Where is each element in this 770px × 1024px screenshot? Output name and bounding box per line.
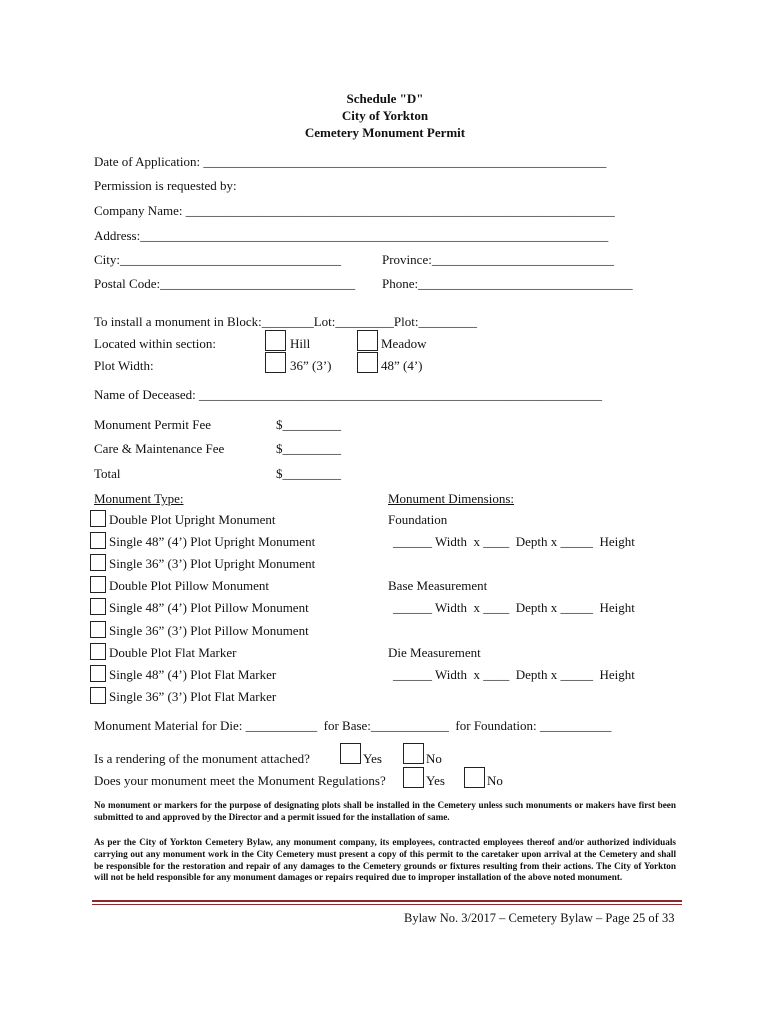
- maintenance-fee-label: Care & Maintenance Fee: [94, 441, 225, 456]
- city-field[interactable]: City:__________________________________: [94, 252, 342, 267]
- rendering-yes-checkbox[interactable]: [340, 743, 361, 764]
- type-checkbox[interactable]: [90, 510, 106, 527]
- type-checkbox[interactable]: [90, 554, 106, 571]
- permit-fee-label: Monument Permit Fee: [94, 417, 211, 432]
- base-label: Base Measurement: [388, 578, 488, 593]
- address-field[interactable]: Address:________________________________________________________________________: [94, 228, 609, 243]
- total-label: Total: [94, 466, 121, 481]
- foundation-label: Foundation: [388, 512, 448, 527]
- permission-label: Permission is requested by:: [94, 178, 237, 193]
- date-of-application-field[interactable]: Date of Application: ______________________________________________________________: [94, 154, 607, 169]
- phone-field[interactable]: Phone:_________________________________: [382, 276, 633, 291]
- die-dimensions-field[interactable]: ______ Width x ____ Depth x _____ Height: [393, 667, 635, 682]
- city-heading: City of Yorkton: [341, 108, 429, 123]
- regulations-no-checkbox[interactable]: [464, 767, 485, 788]
- dimensions-heading: Monument Dimensions:: [388, 491, 515, 506]
- type-checkbox[interactable]: [90, 532, 106, 549]
- foundation-dimensions-field[interactable]: ______ Width x ____ Depth x _____ Height: [393, 534, 635, 549]
- type-label: Single 48” (4’) Plot Pillow Monument: [109, 600, 309, 615]
- bylaw-notice: As per the City of Yorkton Cemetery Bylaw, any monument company, its employees, contracted employees thereof and/or authorized individuals carrying out any monument work in the City Cemetery must present a copy of this permit to the caretaker upon arrival at the Cemetery and shall be responsible for the restoration and repair of any damages to the Cemetery grounds or fixtures resulting from their actions. The City of Yorkton will not be held responsible for any monument damages or repairs required due to improper installation of the above noted monument.: [94, 837, 676, 883]
- install-location-line[interactable]: To install a monument in Block:________Lot:_________Plot:_________: [94, 314, 477, 329]
- rendering-no-checkbox[interactable]: [403, 743, 424, 764]
- company-name-field[interactable]: Company Name: __________________________________________________________________: [94, 203, 615, 218]
- hill-label: Hill: [290, 336, 311, 351]
- footer-rule: [92, 904, 682, 905]
- type-label: Double Plot Pillow Monument: [109, 578, 269, 593]
- rendering-yes-label: Yes: [363, 751, 382, 766]
- total-field[interactable]: $_________: [276, 466, 341, 481]
- type-checkbox[interactable]: [90, 665, 106, 682]
- schedule-heading: Schedule "D": [346, 91, 424, 106]
- permit-fee-field[interactable]: $_________: [276, 417, 341, 432]
- footer-rule: [92, 900, 682, 902]
- regulations-no-label: No: [487, 773, 503, 788]
- regulations-question: Does your monument meet the Monument Regulations?: [94, 773, 386, 788]
- type-label: Single 48” (4’) Plot Upright Monument: [109, 534, 316, 549]
- type-label: Single 48” (4’) Plot Flat Marker: [109, 667, 277, 682]
- meadow-checkbox[interactable]: [357, 330, 378, 351]
- postal-code-field[interactable]: Postal Code:______________________________: [94, 276, 356, 291]
- regulations-yes-checkbox[interactable]: [403, 767, 424, 788]
- section-label: Located within section:: [94, 336, 217, 351]
- die-label: Die Measurement: [388, 645, 481, 660]
- width-48-checkbox[interactable]: [357, 352, 378, 373]
- type-label: Double Plot Upright Monument: [109, 512, 276, 527]
- type-label: Single 36” (3’) Plot Pillow Monument: [109, 623, 309, 638]
- width-36-checkbox[interactable]: [265, 352, 286, 373]
- type-label: Single 36” (3’) Plot Upright Monument: [109, 556, 316, 571]
- material-field[interactable]: Monument Material for Die: ___________ for Base:____________ for Foundation: ___________: [94, 718, 612, 733]
- width-36-label: 36” (3’): [290, 358, 332, 373]
- type-label: Single 36” (3’) Plot Flat Marker: [109, 689, 277, 704]
- hill-checkbox[interactable]: [265, 330, 286, 351]
- type-checkbox[interactable]: [90, 643, 106, 660]
- meadow-label: Meadow: [381, 336, 427, 351]
- page-title: Cemetery Monument Permit: [304, 125, 466, 140]
- width-48-label: 48” (4’): [381, 358, 423, 373]
- type-checkbox[interactable]: [90, 598, 106, 615]
- maintenance-fee-field[interactable]: $_________: [276, 441, 341, 456]
- type-checkbox[interactable]: [90, 687, 106, 704]
- rendering-no-label: No: [426, 751, 442, 766]
- type-checkbox[interactable]: [90, 576, 106, 593]
- type-label: Double Plot Flat Marker: [109, 645, 237, 660]
- base-dimensions-field[interactable]: ______ Width x ____ Depth x _____ Height: [393, 600, 635, 615]
- deceased-name-field[interactable]: Name of Deceased: ______________________________________________________________: [94, 387, 603, 402]
- installation-notice: No monument or markers for the purpose of designating plots shall be installed in the Cemetery unless such monuments or makers have first been submitted to and approved by the Director and a permit issued for the installation of same.: [94, 800, 676, 822]
- type-checkbox[interactable]: [90, 621, 106, 638]
- monument-type-heading: Monument Type:: [94, 491, 184, 506]
- province-field[interactable]: Province:____________________________: [382, 252, 614, 267]
- page-footer: Bylaw No. 3/2017 – Cemetery Bylaw – Page 25 of 33: [404, 911, 675, 925]
- plot-width-label: Plot Width:: [94, 358, 154, 373]
- rendering-question: Is a rendering of the monument attached?: [94, 751, 310, 766]
- regulations-yes-label: Yes: [426, 773, 445, 788]
